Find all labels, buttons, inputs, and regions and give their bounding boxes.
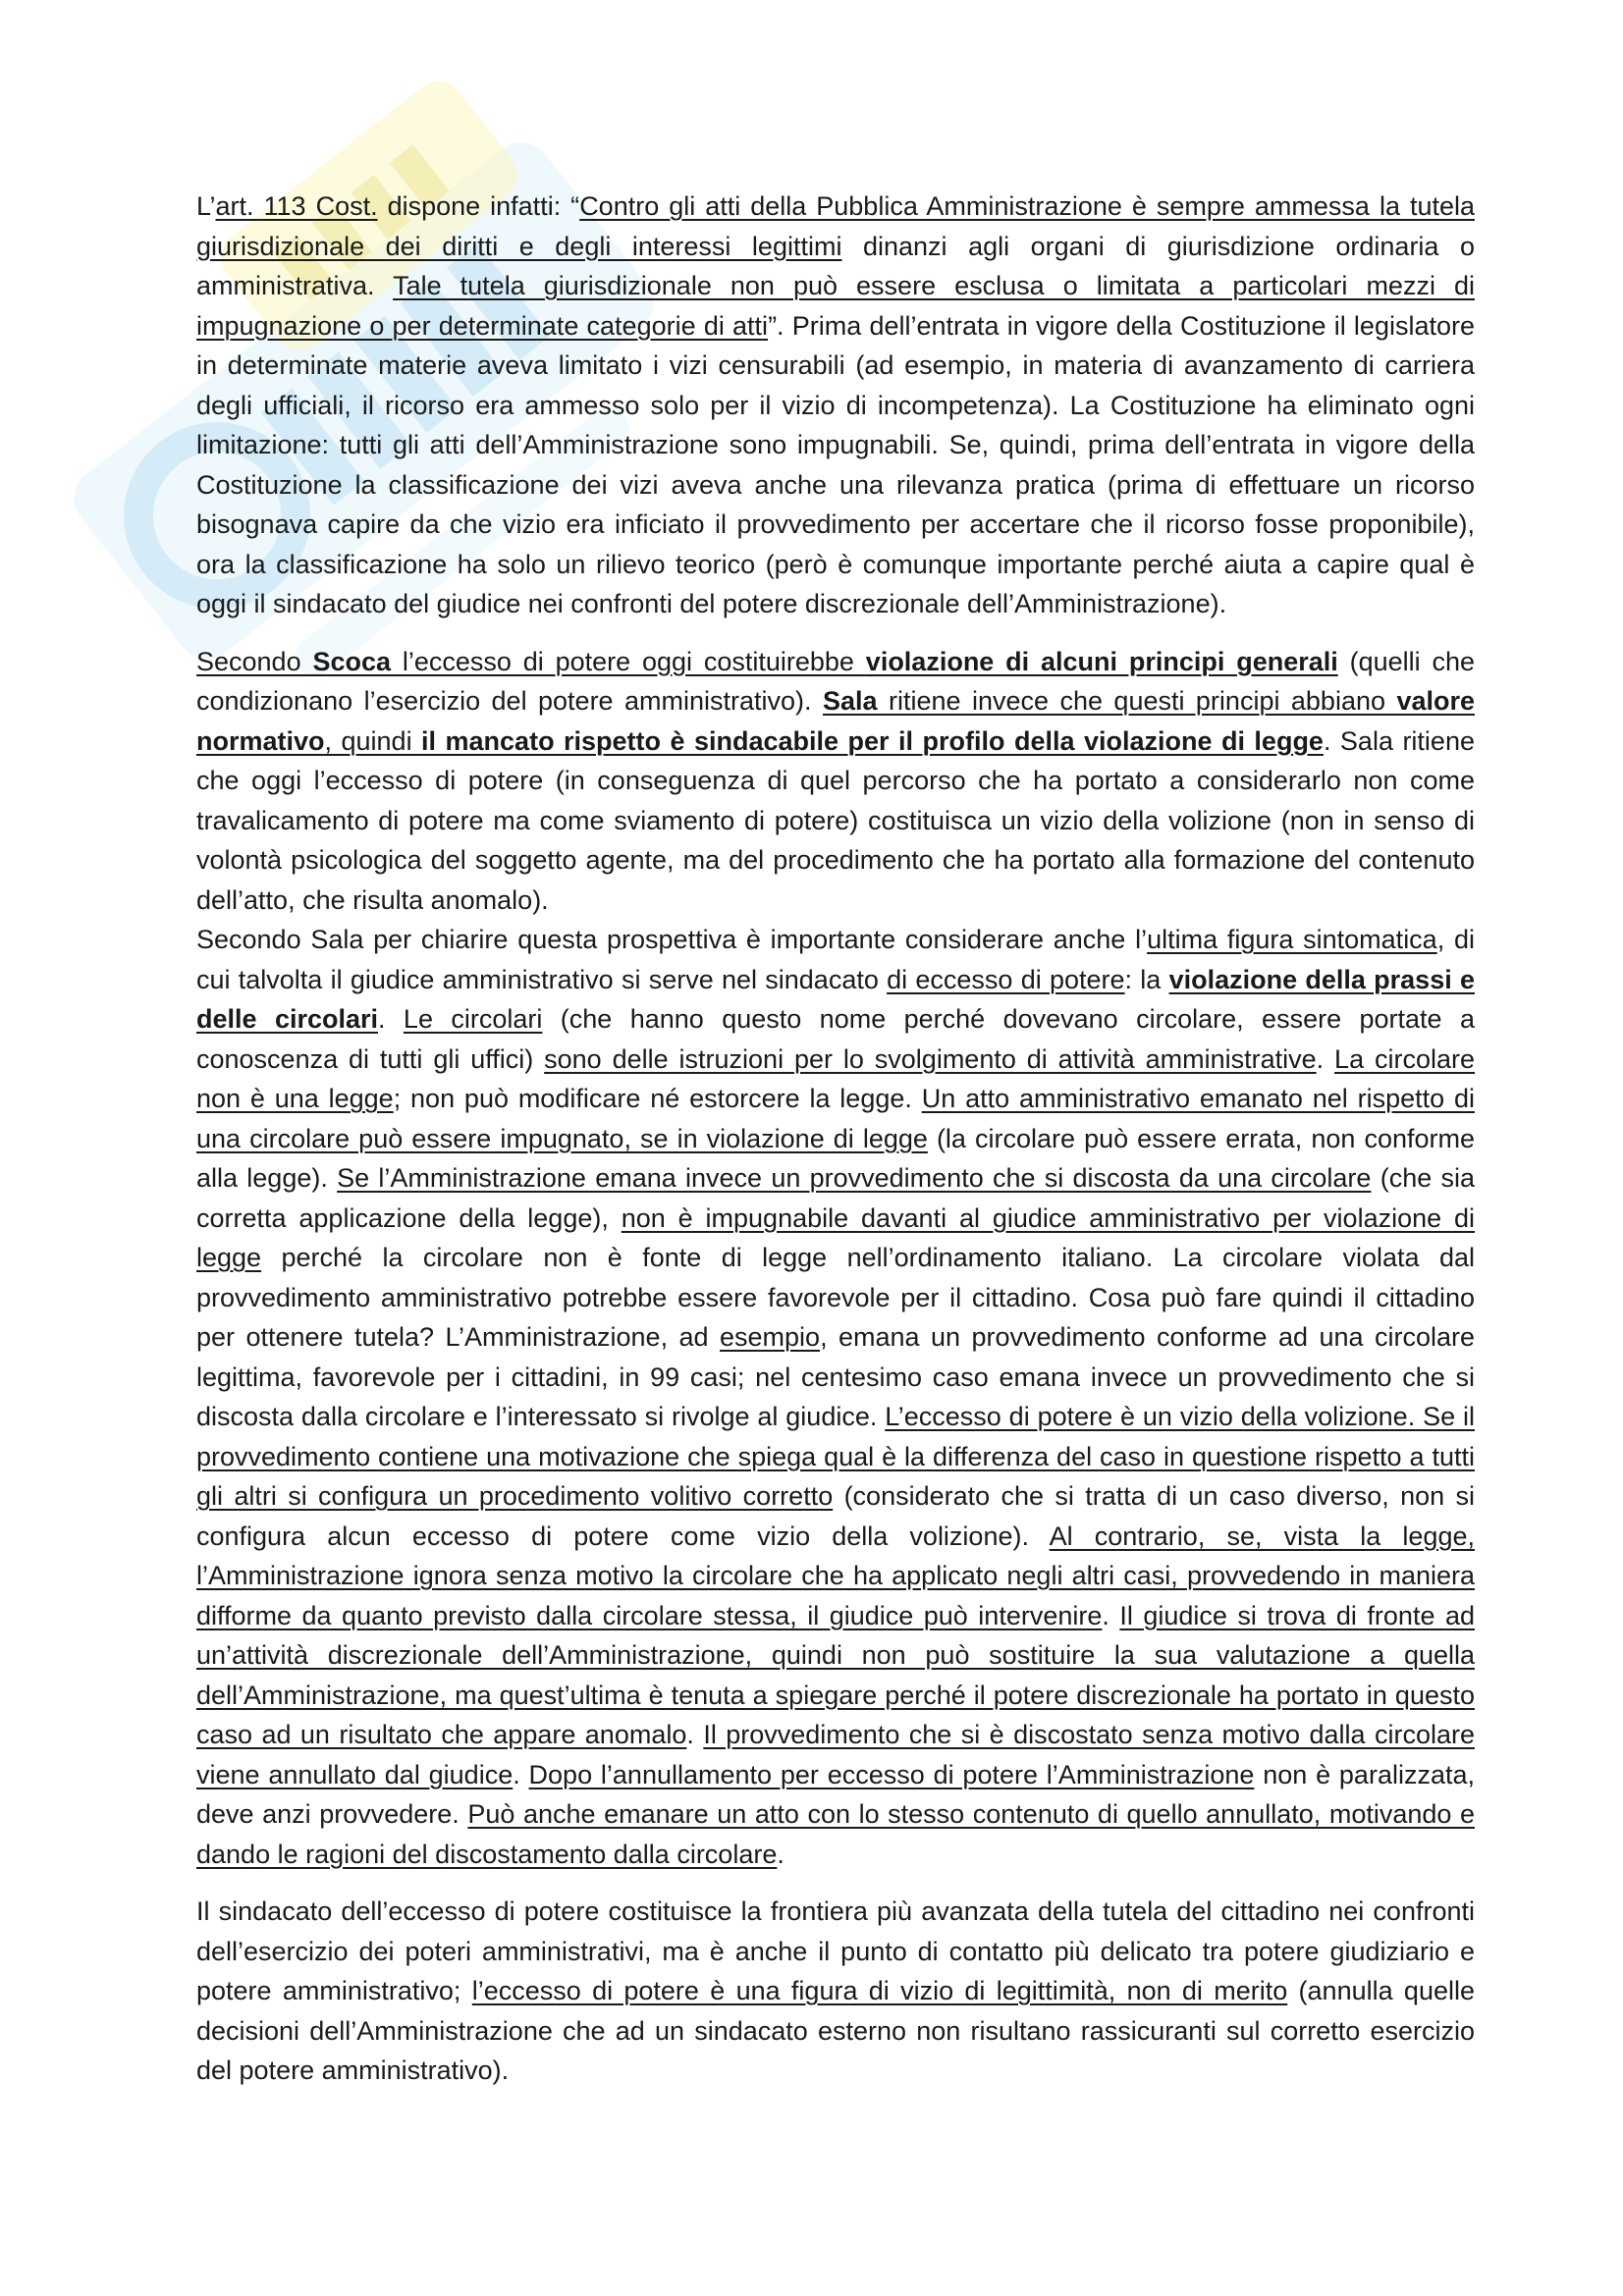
paragraph-text: (che sia corretta applicazione della legge), [196,1163,1476,1233]
underlined-text: di eccesso di potere [887,964,1125,994]
underlined-text: sono delle istruzioni per lo svolgimento di attività amministrative [544,1043,1317,1074]
paragraph-text: (la circolare può essere errata, non conforme alla legge). [196,1123,1475,1193]
paragraph-text: . [1316,1043,1335,1074]
document-page [196,187,1475,2091]
paragraph-text: . Sala ritiene che oggi l’eccesso di potere (in conseguenza di quel percorso che ha portato a considerarlo non come travalicamento di potere ma come sviamento di potere) costituisca un vizio della volizione (non in senso di volontà psicologica del soggetto agente, ma del procedimento che ha portato alla formazione del contenuto dell’atto, che risulta anomalo). [196,725,1475,915]
underlined-text: Scoca [312,646,391,676]
paragraph-text: . [1102,1600,1120,1630]
underlined-text: non è impugnabile davanti al giudice amministrativo per violazione di legge [196,1202,1476,1272]
paragraph-3 [196,920,1475,1874]
underlined-text: Un atto amministrativo emanato nel rispetto di una circolare può essere impugnato, se in violazione di legge [196,1084,1475,1153]
paragraph-text: : la [1124,964,1169,994]
underlined-text: , quindi [324,725,422,756]
paragraph-text: , emana un provvedimento conforme ad una circolare legittima, favorevole per i cittadini, in 99 casi; nel centesimo caso emana invece un provvedimento che si discosta dalla circolare e l’interessato si rivolge al giudice. [196,1322,1475,1431]
underlined-text: Contro gli atti della Pubblica Amministrazione è sempre ammessa la tutela giurisdizionale dei diritti e degli interessi legittimi [196,191,1475,261]
paragraph-4 [196,1892,1475,2091]
paragraph-text: ; non può modificare né estorcere la legge. [393,1084,922,1113]
underlined-text: violazione della prassi e delle circolari [196,964,1475,1034]
underlined-text: Le circolari [403,1004,543,1034]
underlined-text: ritiene invece che questi principi abbiano [877,686,1397,716]
underlined-text: Secondo [196,646,313,676]
paragraph-text: dispone infatti: “ [377,191,580,221]
paragraph-text: . [686,1720,704,1749]
paragraph-text: . [777,1839,784,1869]
underlined-text: violazione di alcuni principi generali [865,646,1338,676]
underlined-text: valore normativo [196,686,1475,756]
underlined-text: il mancato rispetto è sindacabile per il profilo della violazione di legge [421,725,1324,756]
paragraph-text: (che hanno questo nome perché dovevano circolare, essere portate a conoscenza di tutti gli uffici) [196,1004,1475,1074]
underlined-text: l’eccesso di potere è una figura di vizio di legittimità, non di merito [471,1976,1288,2005]
paragraph-text: ”. Prima dell’entrata in vigore della Costituzione il legislatore in determinate materie aveva limitato i vizi censurabili (ad esempio, in materia di avanzamento di carriera degli ufficiali, il ricorso era ammesso solo per il vizio di incompetenza). La Costituzione ha eliminato ogni limitazione: tutti gli atti dell’Amministrazione sono impugnabili. Se, quindi, prima dell’entrata in vigore della Costituzione la classificazione dei vizi aveva anche una rilevanza pratica (prima di effettuare un ricorso bisognava capire da che vizio era inficiato il provvedimento per accertare che il ricorso fosse proponibile), ora la classificazione ha solo un rilievo teorico (però è comunque importante perché aiuta a capire qual è oggi il sindacato del giudice nei confronti del potere discrezionale dell’Amministrazione). [196,310,1476,618]
underlined-text: l’eccesso di potere oggi costituirebbe [391,646,866,676]
underlined-text: Al contrario, se, vista la legge, l’Amministrazione ignora senza motivo la circolare che ha applicato negli altri casi, provvedendo in maniera difforme da quanto previsto dalla circolare stessa, il giudice può intervenire [196,1521,1475,1630]
paragraph-text: (considerato che si tratta di un caso diverso, non si configura alcun eccesso di potere come vizio della volizione). [196,1481,1475,1551]
underlined-text: L’eccesso di potere è un vizio della volizione. Se il provvedimento contiene una motivazione che spiega qual è la differenza del caso in questione rispetto a tutti gli altri si configura un procedimento volitivo corretto [196,1402,1475,1511]
paragraph-text: . [513,1759,529,1789]
underlined-text: Tale tutela giurisdizionale non può essere esclusa o limitata a particolari mezzi di impugnazione o per determinate categorie di atti [196,271,1475,341]
underlined-text: esempio [720,1322,821,1352]
underlined-text: Se l’Amministrazione emana invece un provvedimento che si discosta da una circolare [337,1163,1372,1193]
underlined-text: Può anche emanare un atto con lo stesso contenuto di quello annullato, motivando e dando le ragioni del discostamento dalla circolare [196,1799,1475,1869]
paragraph-text: non è paralizzata, deve anzi provvedere. [196,1759,1475,1829]
underlined-text: Sala [823,686,878,716]
underlined-text: ultima figura sintomatica [1147,925,1437,954]
paragraph-text: perché la circolare non è fonte di legge nell’ordinamento italiano. La circolare violata dal provvedimento amministrativo potrebbe essere favorevole per il cittadino. Cosa può fare quindi il cittadino per ottenere tutela? L’Amministrazione, ad [196,1243,1475,1352]
underlined-text: Il giudice si trova di fronte ad un’attività discrezionale dell’Amministrazione, quindi non può sostituire la sua valutazione a quella dell’Amministrazione, ma quest’ultima è tenuta a spiegare perché il potere discrezionale ha portato in questo caso ad un risultato che appare anomalo [196,1600,1475,1749]
paragraph-text: , di cui talvolta il giudice amministrativo si serve nel sindacato [196,925,1475,994]
underlined-text: Il provvedimento che si è discostato senza motivo dalla circolare viene annullato dal giudice [196,1720,1475,1789]
paragraph-text: (annulla quelle decisioni dell’Amministrazione che ad un sindacato esterno non risultano rassicuranti sul corretto esercizio del potere amministrativo). [196,1976,1475,2085]
paragraph-text: (quelli che condizionano l’esercizio del potere amministrativo). [196,646,1475,716]
underlined-text: art. 113 Cost. [215,191,378,221]
paragraph-1 [196,187,1475,624]
paragraph-text: Secondo Sala per chiarire questa prospettiva è importante considerare anche l’ [196,925,1148,954]
paragraph-text: Il sindacato dell’eccesso di potere costituisce la frontiera più avanzata della tutela del cittadino nei confronti dell’esercizio dei poteri amministrativi, ma è anche il punto di contatto più delicato tra potere giudiziario e potere amministrativo; [196,1896,1475,2005]
paragraph-text: . [378,1004,404,1034]
paragraph-2 [196,642,1475,921]
paragraph-text: L’ [196,191,216,221]
underlined-text: Dopo l’annullamento per eccesso di potere l’Amministrazione [528,1759,1255,1789]
paragraph-text: dinanzi agli organi di giurisdizione ordinaria o amministrativa. [196,231,1475,300]
underlined-text: La circolare non è una legge [196,1043,1476,1113]
